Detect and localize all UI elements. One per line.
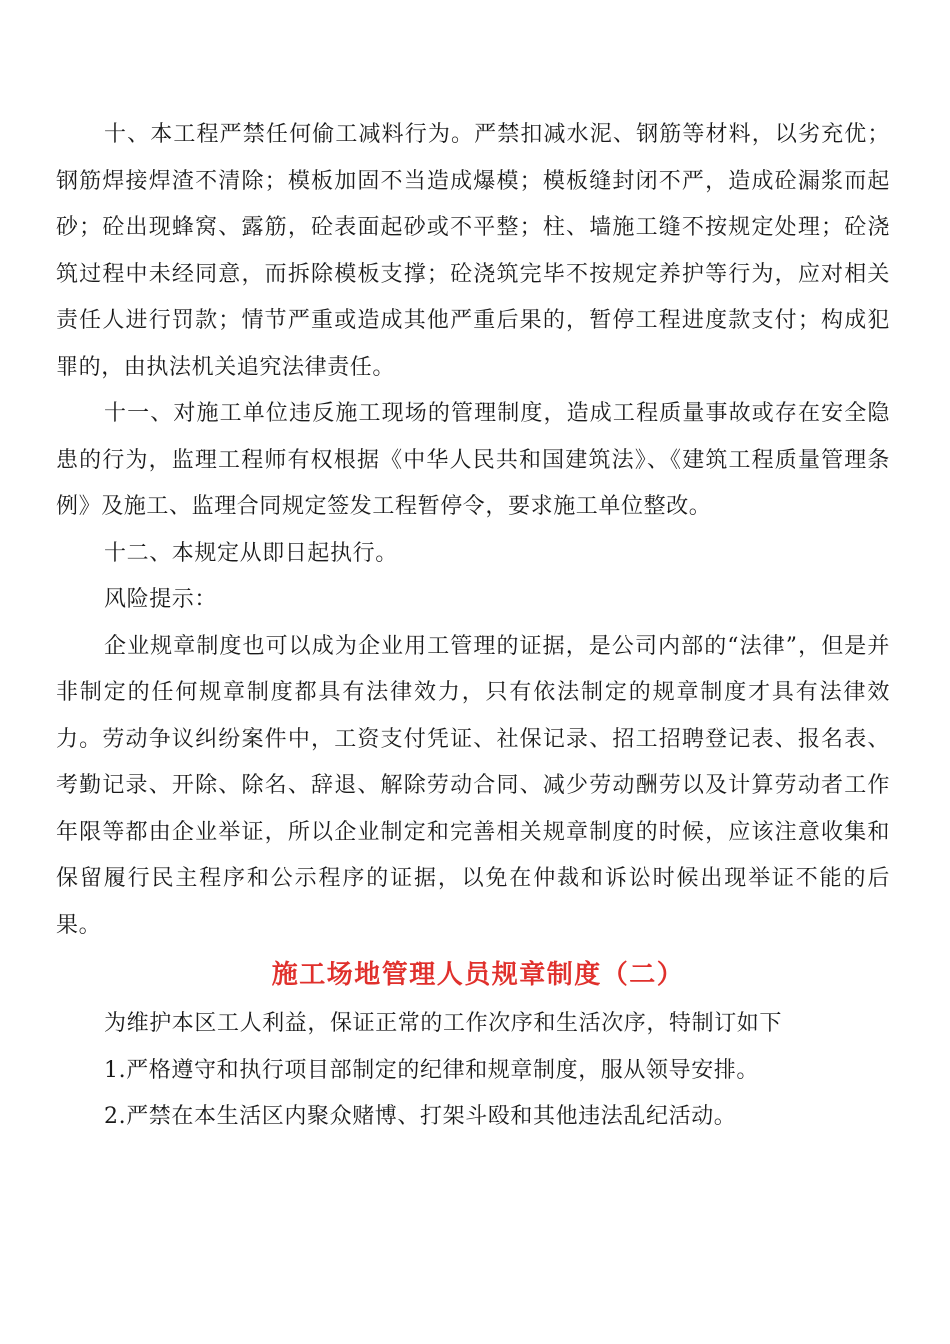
section-title: 施工场地管理人员规章制度（二） xyxy=(271,960,685,990)
paragraph-item-ten: 十、本工程严禁任何偷工减料行为。严禁扣减水泥、钢筋等材料，以劣充优；钢筋焊接焊渣不清除；模板加固不当造成爆模；模板缝封闭不严，造成砼漏浆而起砂；砼出现蜂窝、露筋，砼表面起砂或不平整；柱、墙施工缝不按规定处理；砼浇筑过程中未经同意，而拆除模板支撑；砼浇筑完毕不按规定养护等行为，应对相关责任人进行罚款；情节严重或造成其他严重后果的，暂停工程进度款支付；构成犯罪的，由执法机关追究法律责任。 xyxy=(56,122,890,380)
document-body xyxy=(56,112,890,1141)
paragraph-item-twelve: 十二、本规定从即日起执行。 xyxy=(104,540,398,566)
risk-notice-label: 风险提示： xyxy=(104,587,218,612)
paragraph-item-eleven: 十一、对施工单位违反施工现场的管理制度，造成工程质量事故或存在安全隐患的行为，监理工程师有权根据《中华人民共和国建筑法》、《建筑工程质量管理条例》及施工、监理合同规定签发工程暂停令，要求施工单位整改。 xyxy=(56,401,890,519)
intro-paragraph: 为维护本区工人利益，保证正常的工作次序和生活次序，特制订如下 xyxy=(104,1011,783,1036)
rule-item-1: 1.严格遵守和执行项目部制定的纪律和规章制度，服从领导安排。 xyxy=(104,1057,759,1083)
rule-item-2: 2.严禁在本生活区内聚众赌博、打架斗殴和其他违法乱纪活动。 xyxy=(104,1104,737,1129)
risk-notice-text: 企业规章制度也可以成为企业用工管理的证据，是公司内部的“法律”，但是并非制定的任何规章制度都具有法律效力，只有依法制定的规章制度才具有法律效力。劳动争议纠纷案件中，工资支付凭证、社保记录、招工招聘登记表、报名表、考勤记录、开除、除名、辞退、解除劳动合同、减少劳动酬劳以及计算劳动者工作年限等都由企业举证，所以企业制定和完善相关规章制度的时候，应该注意收集和保留履行民主程序和公示程序的证据，以免在仲裁和诉讼时候出现举证不能的后果。 xyxy=(56,633,890,938)
